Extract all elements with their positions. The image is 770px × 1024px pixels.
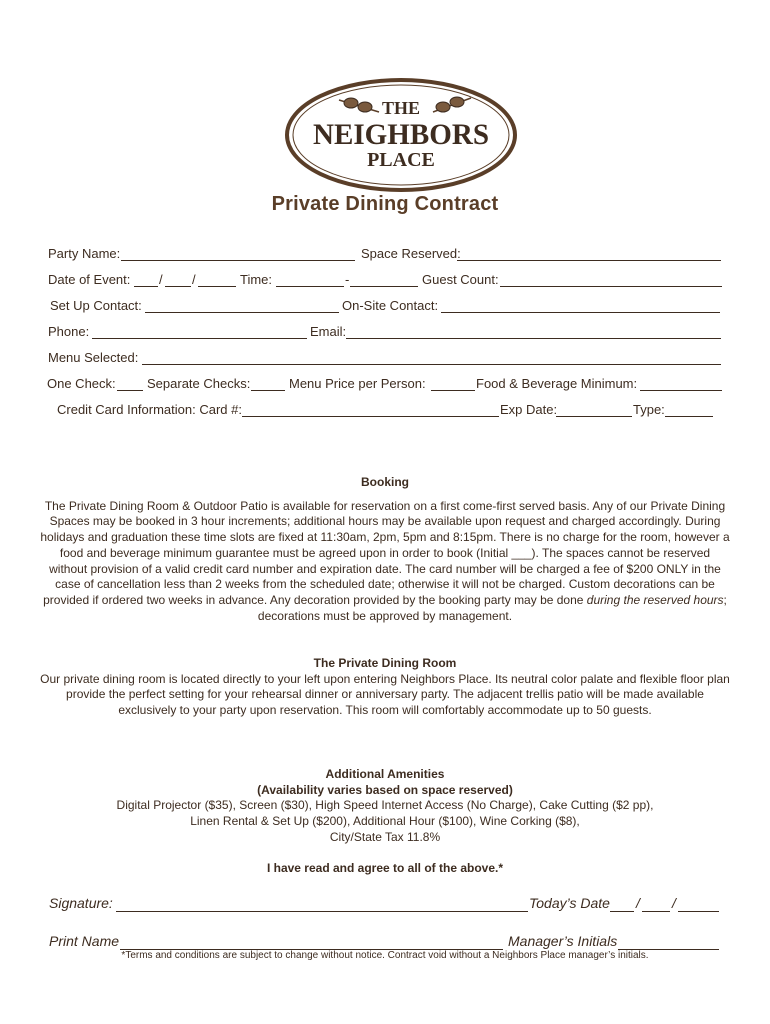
exp-date-field[interactable]: [556, 416, 632, 417]
booking-section: [40, 475, 730, 624]
onsite-contact-label: On-Site Contact:: [342, 298, 439, 313]
amenities-line: City/State Tax 11.8%: [329, 829, 441, 844]
private-dining-room-section: [40, 656, 730, 719]
email-field[interactable]: [346, 338, 721, 339]
space-reserved-label: Space Reserved:: [361, 246, 461, 261]
event-year-field[interactable]: [198, 286, 236, 287]
party-name-label: Party Name:: [48, 246, 121, 261]
amenities-heading: Additional Amenities: [325, 767, 445, 781]
todays-day-field[interactable]: [642, 911, 670, 912]
footnote: *Terms and conditions are subject to change without notice. Contract void without a Neighbors Place manager’s initials.: [121, 950, 649, 961]
todays-year-field[interactable]: [678, 911, 719, 912]
one-check-label: One Check:: [47, 376, 116, 391]
fb-minimum-label: Food & Beverage Minimum:: [476, 376, 638, 391]
time-start-field[interactable]: [276, 286, 344, 287]
print-name-label: Print Name: [49, 933, 120, 949]
one-check-field[interactable]: [117, 390, 143, 391]
booking-heading: Booking: [361, 475, 409, 489]
form-row-credit-card: [0, 402, 770, 418]
page-title: Private Dining Contract: [271, 193, 499, 215]
todays-date-label: Today’s Date: [529, 895, 610, 911]
print-name-row: [0, 933, 770, 951]
exp-date-label: Exp Date:: [500, 402, 558, 417]
event-month-field[interactable]: [134, 286, 158, 287]
party-name-field[interactable]: [121, 260, 355, 261]
card-number-field[interactable]: [242, 416, 499, 417]
time-label: Time:: [240, 272, 273, 287]
svg-text:NEIGHBORS: NEIGHBORS: [313, 118, 489, 151]
menu-price-field[interactable]: [431, 390, 475, 391]
menu-price-label: Menu Price per Person:: [289, 376, 426, 391]
guest-count-field[interactable]: [500, 286, 722, 287]
signature-label: Signature:: [49, 895, 113, 911]
phone-field[interactable]: [92, 338, 307, 339]
form-row-menu: [0, 350, 770, 366]
phone-label: Phone:: [48, 324, 90, 339]
menu-selected-label: Menu Selected:: [48, 350, 139, 365]
svg-text:PLACE: PLACE: [367, 149, 435, 171]
credit-card-label: Credit Card Information: Card #:: [57, 402, 242, 417]
space-reserved-field[interactable]: [457, 260, 721, 261]
form-row-date: [0, 272, 770, 288]
time-end-field[interactable]: [350, 286, 418, 287]
signature-row: [0, 895, 770, 913]
card-type-label: Type:: [633, 402, 665, 417]
separate-checks-field[interactable]: [251, 390, 285, 391]
setup-contact-label: Set Up Contact:: [50, 298, 142, 313]
form-row-party: [0, 246, 770, 262]
date-separator: /: [192, 272, 196, 287]
fb-minimum-field[interactable]: [640, 390, 722, 391]
neighbors-place-logo: [283, 76, 519, 194]
agreement-statement: I have read and agree to all of the above.*: [266, 861, 504, 875]
managers-initials-label: Manager’s Initials: [508, 933, 618, 949]
amenities-line: Linen Rental & Set Up ($200), Additional Hour ($100), Wine Corking ($8),: [190, 814, 580, 829]
onsite-contact-field[interactable]: [441, 312, 720, 313]
amenities-section: [40, 767, 730, 846]
signature-field[interactable]: [116, 911, 528, 912]
date-of-event-label: Date of Event:: [48, 272, 131, 287]
private-dining-room-heading: The Private Dining Room: [313, 656, 457, 670]
time-dash: -: [345, 272, 350, 287]
setup-contact-field[interactable]: [145, 312, 339, 313]
form-row-phone: [0, 324, 770, 340]
date-separator: /: [636, 895, 640, 911]
date-separator: /: [159, 272, 163, 287]
booking-text: The Private Dining Room & Outdoor Patio is available for reservation on a first come-first served basis. Any of our Private Dining Spaces may be booked in 3 hour increments; additional hours may be available upon request and charged accordingly. During holidays and graduation these time slots are fixed at 11:30am, 2pm, 5pm and 8:15pm. There is no charge for the room, however a food and beverage minimum guarantee must be agreed upon in order to book (Initial ___). The spaces cannot be reserved without provision of a valid credit card number and expiration date. The card number will be charged a fee of $200 ONLY in the case of cancellation less than 2 weeks from the scheduled date; otherwise it will not be charged. Custom decorations can be provided if ordered two weeks in advance. Any decoration provided by the booking party may be done during the reserved hours; decorations must be approved by management.: [40, 498, 730, 623]
event-day-field[interactable]: [165, 286, 191, 287]
amenities-line: Digital Projector ($35), Screen ($30), High Speed Internet Access (No Charge), Cake Cutting ($2 pp),: [116, 798, 654, 813]
guest-count-label: Guest Count:: [422, 272, 499, 287]
separate-checks-label: Separate Checks:: [147, 376, 251, 391]
date-separator: /: [672, 895, 676, 911]
email-label: Email:: [310, 324, 347, 339]
svg-text:THE: THE: [381, 98, 421, 118]
form-row-contacts: [0, 298, 770, 314]
card-type-field[interactable]: [665, 416, 713, 417]
menu-selected-field[interactable]: [142, 364, 721, 365]
amenities-subheading: (Availability varies based on space reserved): [257, 782, 513, 797]
form-row-billing: [0, 376, 770, 392]
private-dining-room-text: Our private dining room is located directly to your left upon entering Neighbors Place. Its neutral color palate and flexible floor plan provide the perfect setting for your rehearsal dinner or anniversary party. The adjacent trellis patio will be made available exclusively to your party upon reservation. This room will comfortably accommodate up to 50 guests.: [40, 671, 730, 718]
todays-month-field[interactable]: [610, 911, 634, 912]
